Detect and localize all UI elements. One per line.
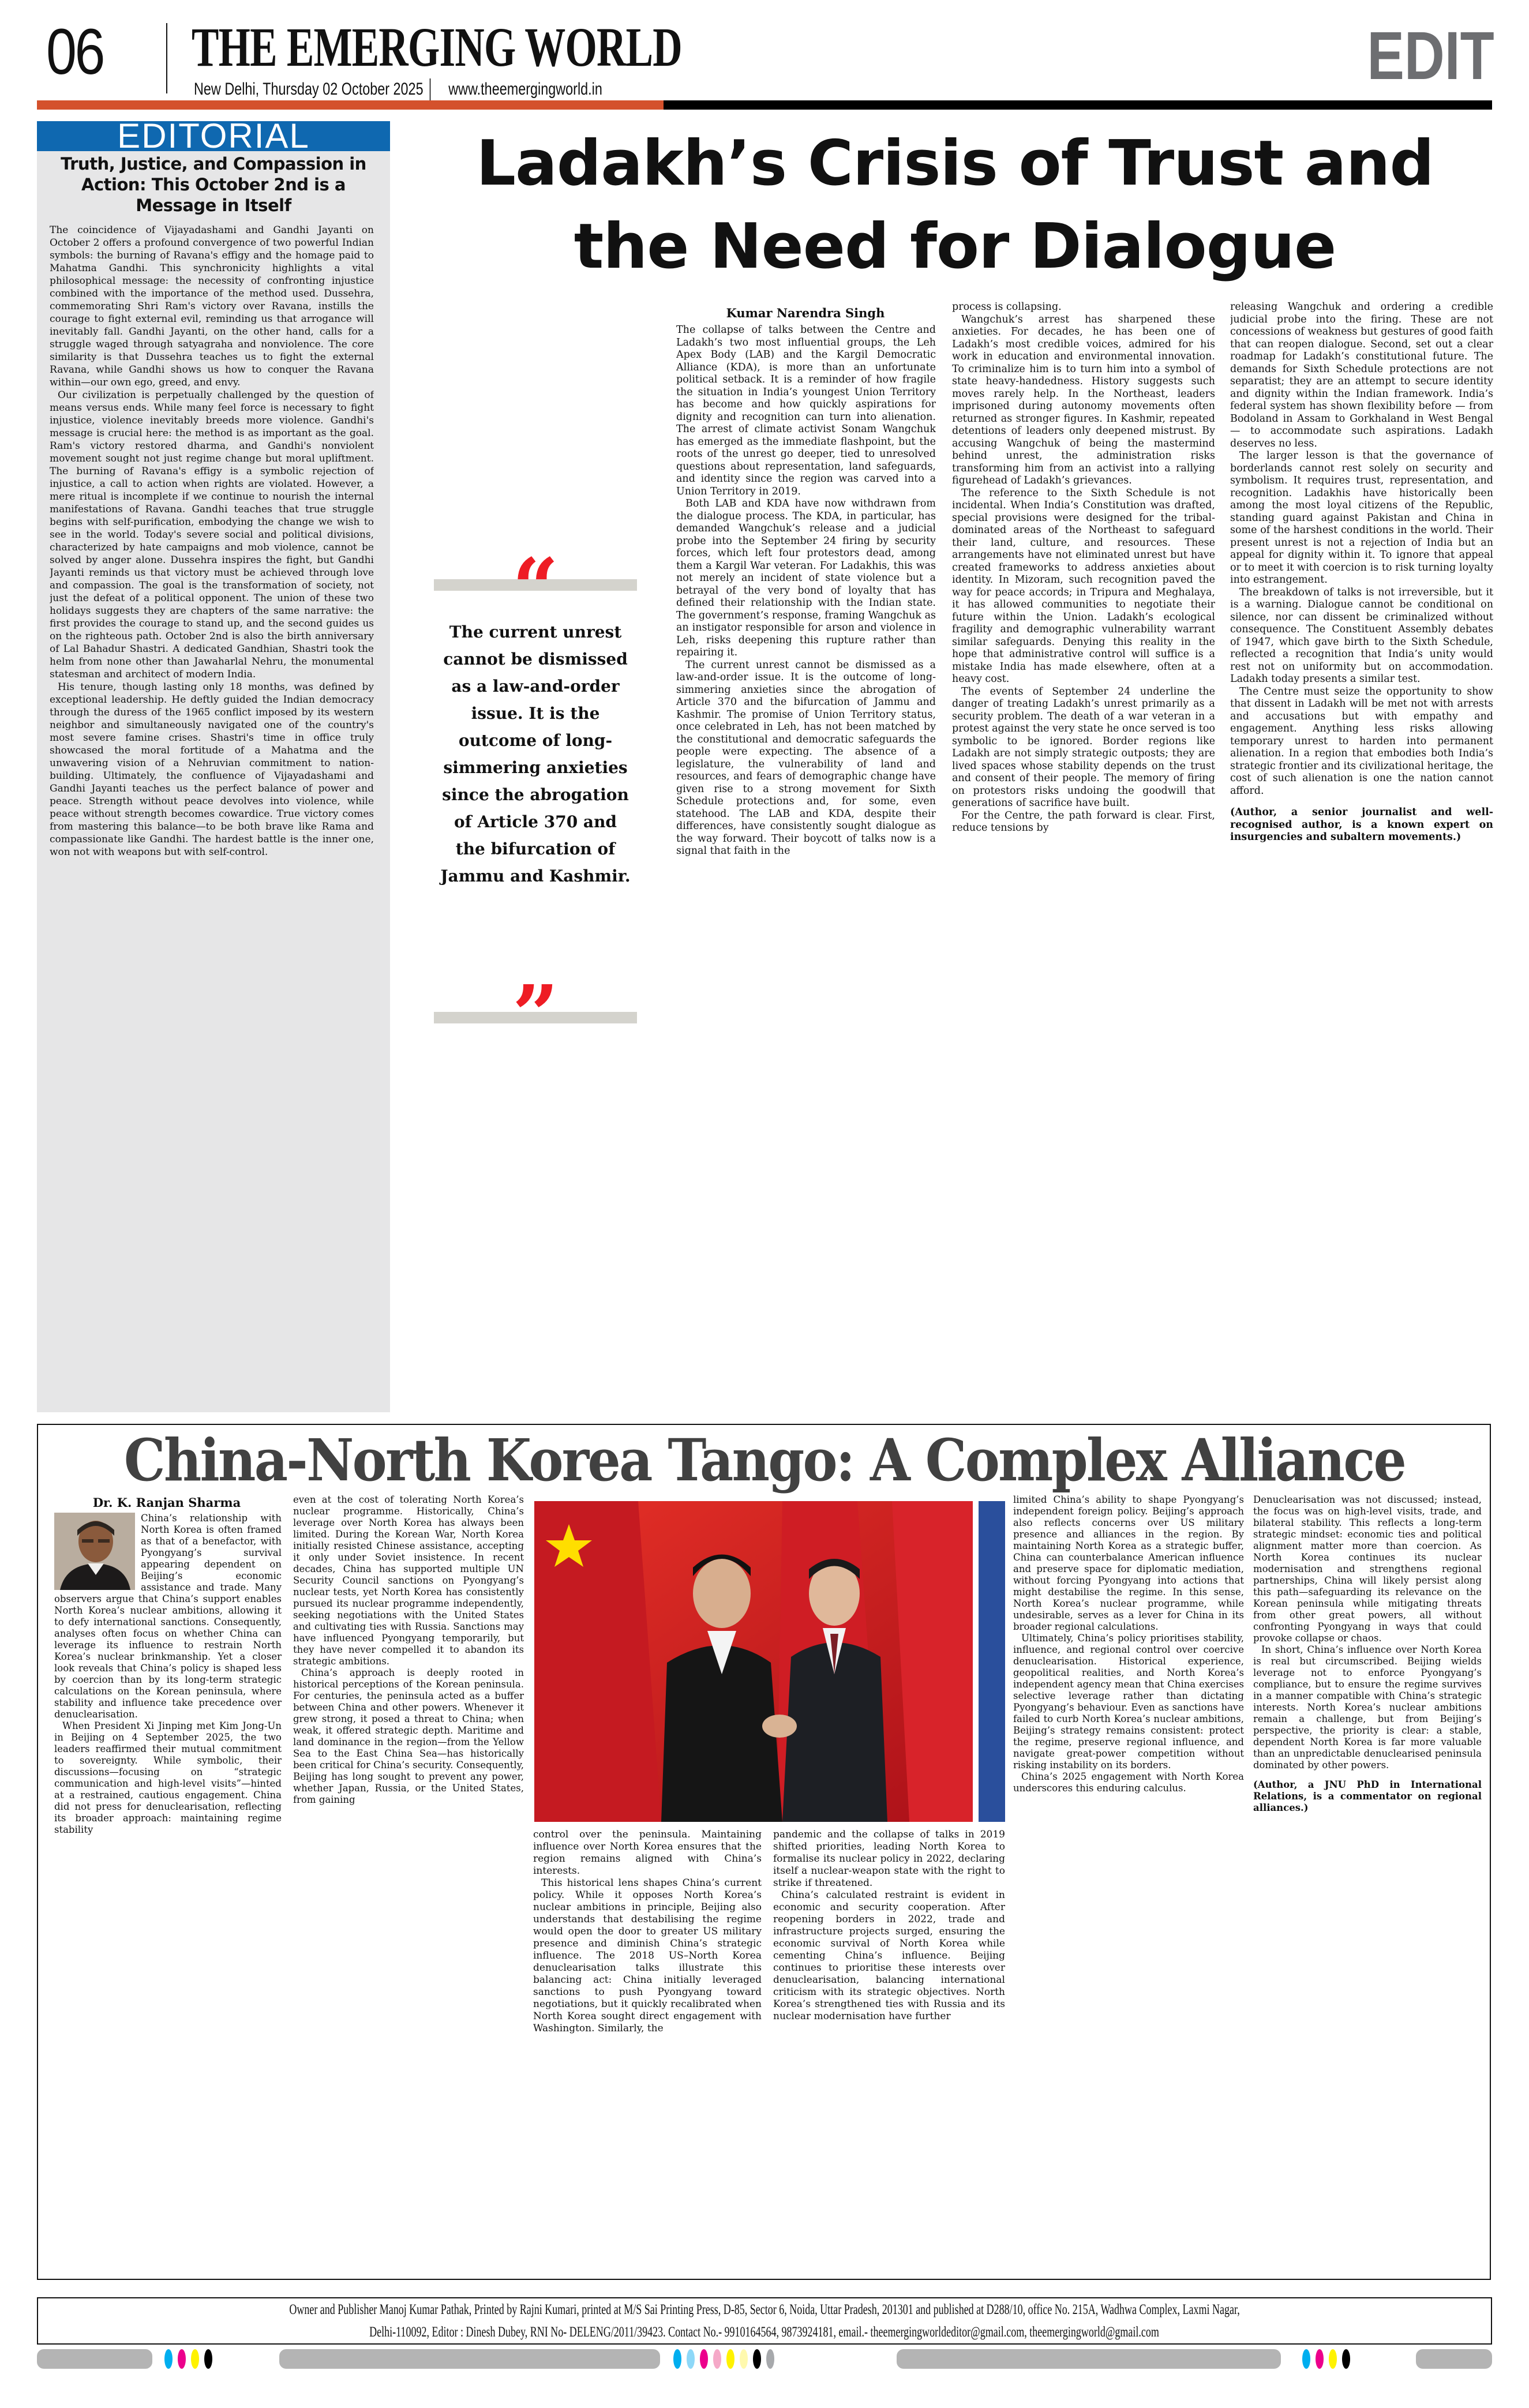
editorial-banner: EDITORIAL — [37, 121, 390, 151]
section-label: EDIT — [1367, 18, 1494, 94]
editorial-paragraph: Our civilization is perpetually challenged by the question of means versus ends. While many feel force is necessary to fight injustice, violence inevitably breeds more violence. Gandhi's message is crucial here: the method is as important as the goal. Ram's victory restored dharma, and Gandhi's nonviolent movement sought not just regime change but moral upliftment. The burning of Ravana's effigy is a symbolic rejection of injustice, a call to action when rights are violated. However, a mere ritual is incomplete if we continue to nourish the internal manifestations of Ravana. Gandhi teaches that true struggle begins with self-purification, embodying the change we wish to see in the world. Today's severe social and political divisions, characterized by hate campaigns and mob violence, cannot be solved by anger alone. Dussehra inspires the fight, but Gandhi Jayanti reminds us that victory must be achieved through love and compassion. The goal is the transformation of society, not just the defeat of a political opponent. The union of these two holidays suggests they are chapters of the same narrative: the first provides the courage to stand up, and the second guides us on the righteous path. October 2nd is also the birth anniversary of Lal Bahadur Shastri. A dedicated Gandhian, Shastri took the helm from none other than Jawaharlal Nehru, the monumental statesman and architect of modern India. — [50, 389, 374, 680]
registration-swatch — [164, 2349, 173, 2369]
second-column-1 — [54, 1513, 282, 2274]
second-paragraph: China’s calculated restraint is evident in economic and security cooperation. After reopening borders in 2022, trade and infrastructure projects surged, ensuring the economic survival of North Korea while cementing China’s influence. Beijing continues to prioritise these interests over denuclearisation, balancing international criticism with its strategic objectives. North Korea’s strengthened ties with Russia and its nuclear modernisation have further — [773, 1889, 1005, 2022]
website-link[interactable]: www.theemergingworld.in — [448, 80, 602, 99]
leaders-handshake-photo — [534, 1501, 1005, 1822]
lead-paragraph: releasing Wangchuk and ordering a credible judicial probe into the firing. These are not concessions of weakness but gestures of good faith that can reopen dialogue. Second, set out a clear roadmap for Ladakh’s constitutional future. The demands for Sixth Schedule protections are not separatist; they are an attempt to secure identity and dignity within the Indian framework. India’s federal system has shown flexibility before — from Bodoland in Assam to Gorkhaland in West Bengal — to accommodate such aspirations. Ladakh deserves no less. — [1230, 301, 1493, 449]
imprint-line-1: Owner and Publisher Manoj Kumar Pathak, Printed by Rajni Kumari, printed at M/S Sai Printing Press, D-85, Sector 6, Noida, Uttar Pradesh, 201301 and published at D288/10, office No. 215A, Wadhwa Complex, Laxmi Nagar, — [289, 2302, 1240, 2317]
second-column-4 — [773, 1829, 1005, 2274]
page-number: 06 — [46, 16, 104, 88]
lead-byline: Kumar Narendra Singh — [726, 306, 885, 320]
second-column-3 — [533, 1829, 762, 2274]
second-paragraph: In short, China’s influence over North Korea is real but circumscribed. Beijing wields leverage not to enforce Pyongyang’s compliance, but to ensure the regime survives in a manner compatible with China’s strategic interests. North Korea’s nuclear ambitions remain a challenge, but from Beijing’s perspective, the priority is clear: a stable, dependent North Korea is far more valuable than an unpredictable denuclearised peninsula dominated by other powers. — [1253, 1644, 1482, 1771]
editorial-paragraph: His tenure, though lasting only 18 months, was defined by exceptional leadership. He deftly guided the Indian democracy through the duress of the 1965 conflict imposed by its western neighbor and simultaneously navigated one of the country's most severe famine crises. Shastri's time in office truly showcased the moral fortitude of a Mahatma and the unwavering vision of a Nehruvian commitment to nation-building. Ultimately, the confluence of Vijayadashami and Gandhi Jayanti teaches us the perfect balance of power and peace. Strength without peace devolves into violence, while peace without strength becomes cowardice. True victory comes from mastering this balance—to be both brave like Rama and compassionate like Gandhi. The hardest battle is the inner one, won not with weapons but with self-control. — [50, 681, 374, 858]
second-paragraph: China’s approach is deeply rooted in historical perceptions of the Korean peninsula. For centuries, the peninsula acted as a buffer between China and other powers. Whenever it grew strong, it posed a threat to China; when weak, it offered strategic depth. Maritime and land dominance in the region—from the Yellow Sea to the East China Sea—has historically been critical for China’s security. Consequently, Beijing has long sought to prevent any power, whether Japan, Russia, or the United States, from gaining — [293, 1667, 524, 1805]
dateline: New Delhi, Thursday 02 October 2025 — [194, 80, 424, 99]
registration-swatch — [753, 2349, 761, 2369]
second-paragraph: China’s relationship with North Korea is often framed as that of a benefactor, with Pyongyang’s survival appearing dependent on Beijing’s economic assistance and trade. Many observers argue that China’s support enables North Korea’s nuclear ambitions, allowing it to defy international sanctions. Consequently, analyses often focus on whether China can leverage its influence to restrain North Korea’s nuclear brinkmanship. Yet a closer look reveals that China’s policy is shaped less by coercion than by its long-term strategic calculations on the Korean peninsula, where stability and influence take precedence over denuclearisation. — [54, 1513, 282, 1720]
registration-swatch — [726, 2349, 734, 2369]
second-column-5 — [1013, 1494, 1244, 2274]
registration-swatch — [687, 2349, 695, 2369]
colorbar-gray-block — [897, 2349, 1281, 2369]
masthead-rule-black — [664, 100, 1492, 110]
colorbar-gray-block — [279, 2349, 660, 2369]
second-paragraph: Denuclearisation was not discussed; instead, the focus was on high-level visits, trade, and bilateral stability. This reflects a long-term strategic mindset: economic ties and political alignment matter more than coercion. As North Korea continues its nuclear modernisation and strengthens regional partnerships, China will likely persist along this path—safeguarding its relevance on the Korean peninsula while mitigating threats from other great powers, all without confronting Pyongyang in ways that could provoke collapse or chaos. — [1253, 1494, 1482, 1644]
pull-quote-text: The current unrest cannot be dismissed as a law-and-order issue. It is the outcome of long-simmering anxieties since the abrogation of Article 370 and the bifurcation of Jammu and Kashmir. — [440, 622, 631, 886]
lead-paragraph: The reference to the Sixth Schedule is not incidental. When India’s Constitution was drafted, special provisions were designed for the tribal-dominated areas of the Northeast to safeguard their land, culture, and resources. These arrangements have not eliminated unrest but have created frameworks to address anxieties about identity. In Mizoram, such recognition paved the way for peace accords; in Tripura and Meghalaya, it has allowed communities to negotiate their future within the Union. Ladakh’s ecological fragility and demographic vulnerability warrant similar safeguards. Denying this reality in the hope that administrative control will suffice is a mistake India has made elsewhere, often at a heavy cost. — [952, 487, 1215, 685]
second-column-6 — [1253, 1494, 1482, 2274]
registration-swatch — [178, 2349, 186, 2369]
registration-swatch — [740, 2349, 748, 2369]
photo-wrap-spacer — [54, 1513, 141, 1593]
lead-paragraph: Wangchuk’s arrest has sharpened these anxieties. For decades, he has been one of Ladakh’s most credible voices, admired for his work in education and environmental innovation. To criminalize him is to turn him into a symbol of state heavy-handedness. History suggests such moves rarely help. In the Northeast, leaders imprisoned during autonomy movements often returned as stronger figures. In Kashmir, repeated detentions of leaders only deepened mistrust. By accusing Wangchuk of being the mastermind behind unrest, the administration risks transforming him from an activist into a rallying figurehead of Ladakh’s grievances. — [952, 313, 1215, 486]
masthead-divider — [166, 23, 167, 93]
registration-swatch — [1342, 2349, 1350, 2369]
registration-swatch — [204, 2349, 212, 2369]
second-paragraph: Ultimately, China’s policy prioritises stability, influence, and regional control over coercive denuclearisation. Historical experience, geopolitical realities, and North Korea’s independent agency mean that China exercises selective leverage rather than dictating Pyongyang’s behaviour. Even as sanctions have failed to curb North Korea’s nuclear ambitions, Beijing’s strategy remains consistent: protect the regime, preserve regional influence, and navigate great-power competition without risking instability on its borders. — [1013, 1633, 1244, 1771]
second-author-note: (Author, a JNU PhD in International Relations, is a commentator on regional alliances.) — [1253, 1779, 1482, 1813]
lead-paragraph: The events of September 24 underline the danger of treating Ladakh’s unrest primarily as a security problem. The death of a war veteran in a protest against the very state he once served is too symbolic to be ignored. Border regions like Ladakh are not simply strategic outposts; they are lived spaces whose stability depends on the trust and consent of their people. The memory of firing on protestors risks undoing the goodwill that generations of sacrifice have built. — [952, 685, 1215, 809]
editorial-paragraph: The coincidence of Vijayadashami and Gandhi Jayanti on October 2 offers a profound convergence of two powerful Indian symbols: the burning of Ravana's effigy and the homage paid to Mahatma Gandhi. This synchronicity highlights a vital philosophical message: the necessity of confronting injustice combined with the importance of the method used. Dussehra, commemorating Shri Ram's victory over Ravana, instills the courage to fight external evil, reminding us that arrogance will inevitably fall. Gandhi Jayanti, on the other hand, calls for a struggle waged through satyagraha and nonviolence. The core similarity is that Dussehra teaches us to fight the external Ravana, while Gandhi shows us how to conquer the Ravana within—our own ego, greed, and envy. — [50, 224, 374, 388]
lead-column-3 — [1230, 301, 1493, 1397]
editorial-headline: Truth, Justice, and Compassion in Action: This October 2nd is a Message in Itself — [61, 154, 366, 215]
lead-column-2 — [952, 301, 1215, 1397]
newspaper-title: THE EMERGING WORLD — [192, 16, 682, 78]
quote-open-icon: “ — [512, 554, 559, 612]
masthead-subline — [194, 78, 602, 100]
imprint-box — [37, 2297, 1492, 2345]
lead-paragraph: The breakdown of talks is not irreversible, but it is a warning. Dialogue cannot be conditional on silence, nor can dissent be criminalized without consequence. The Constituent Assembly debates of 1947, which gave birth to the Sixth Schedule, reflected a recognition that India’s unity would rest not on uniformity but on accommodation. Ladakh today presents a similar test. — [1230, 586, 1493, 685]
registration-swatch — [1316, 2349, 1324, 2369]
colorbar-gray-block — [37, 2349, 152, 2369]
lead-paragraph: Both LAB and KDA have now withdrawn from the dialogue process. The KDA, in particular, has demanded Wangchuk’s release and a judicial probe into the September 24 firing by security forces, which left four protestors dead, among them a Kargil War veteran. For Ladakhis, this was not merely an incident of state violence but a betrayal of the very bond of loyalty that has defined their relationship with the Indian state. The government’s response, framing Wangchuk as an instigator responsible for arson and violence in Leh, risks deepening this rupture rather than repairing it. — [676, 498, 936, 658]
lead-paragraph: The Centre must seize the opportunity to show that dissent in Ladakh will be met not with arrests and accusations but with empathy and engagement. Anything less risks allowing temporary unrest to harden into permanent alienation. In a region that embodies both India’s strategic frontier and its civilizational heritage, the cost of such alienation is one the nation cannot afford. — [1230, 685, 1493, 797]
registration-swatch — [191, 2349, 199, 2369]
second-paragraph: limited China’s ability to shape Pyongyang’s independent foreign policy. Beijing’s approach also reflects concerns over US military presence and alliances in the region. By maintaining North Korea as a strategic buffer, China can counterbalance American influence and preserve space for diplomatic mediation, without forcing Pyongyang into actions that might destabilise the regime. In this sense, North Korea’s nuclear programme, while undesirable, serves as a lever for China in its broader regional calculations. — [1013, 1494, 1244, 1632]
second-story-headline: China-North Korea Tango: A Complex Alliance — [123, 1426, 1406, 1494]
pull-quote — [434, 554, 639, 1038]
lead-paragraph: The larger lesson is that the governance of borderlands cannot rest solely on security and symbolism. It requires trust, representation, and recognition. Ladakhis have historically been among the most loyal citizens of the Republic, standing guard against Pakistan and China in some of the harshest conditions in the world. Their present unrest is not a rejection of India but an appeal for dignity within it. To ignore that appeal or to meet it with coercion is to risk turning loyalty into estrangement. — [1230, 450, 1493, 586]
registration-swatch — [1302, 2349, 1310, 2369]
registration-color-bar — [37, 2349, 1492, 2369]
second-paragraph: China’s 2025 engagement with North Korea underscores this enduring calculus. — [1013, 1771, 1244, 1794]
lead-column-1 — [676, 324, 936, 1397]
registration-swatch — [713, 2349, 721, 2369]
second-paragraph: When President Xi Jinping met Kim Jong-Un in Beijing on 4 September 2025, the two leaders reaffirmed their mutual commitment to sovereignty. While symbolic, their discussions—focusing on “strategic communication and high-level visits”—hinted at a restrained, cautious engagement. China did not press for denuclearisation, reflecting its broader approach: maintaining regime stability — [54, 1720, 282, 1835]
second-paragraph: even at the cost of tolerating North Korea’s nuclear programme. Historically, China’s leverage over North Korea has always been limited. During the Korean War, North Korea initially resisted Chinese assistance, accepting it only under Soviet insistence. In recent decades, China has supported multiple UN Security Council sanctions on Pyongyang’s nuclear tests, yet North Korea has consistently pursued its nuclear programme independently, seeking negotiations with the United States and cultivating ties with Russia. Sanctions may have influenced Pyongyang temporarily, but they have never compelled it to abandon its strategic ambitions. — [293, 1494, 524, 1667]
lead-paragraph: The collapse of talks between the Centre and Ladakh’s two most influential groups, the Leh Apex Body (LAB) and the Kargil Democratic Alliance (KDA), is more than an unfortunate political setback. It is a reminder of how fragile the situation in India’s youngest Union Territory has become and how quickly aspirations for dignity and recognition can turn into alienation. The arrest of climate activist Sonam Wangchuk has emerged as the immediate flashpoint, but the roots of the unrest go deeper, tied to unresolved questions about representation, land safeguards, and identity since the region was carved into a Union Territory in 2019. — [676, 324, 936, 497]
second-column-2 — [293, 1494, 524, 2274]
colorbar-gray-block — [1416, 2349, 1492, 2369]
second-paragraph: pandemic and the collapse of talks in 2019 shifted priorities, leading North Korea to formalise its nuclear policy in 2022, declaring itself a nuclear-weapon state with the right to strike if threatened. — [773, 1829, 1005, 1889]
registration-swatch — [700, 2349, 708, 2369]
registration-swatch — [766, 2349, 774, 2369]
second-byline: Dr. K. Ranjan Sharma — [92, 1495, 241, 1510]
quote-close-icon: ” — [512, 981, 559, 1038]
imprint-line-2: Delhi-110092, Editor : Dinesh Dubey, RNI No- DELENG/2011/39423. Contact No.- 9910164564, 9873924181, email.- theemergingworldeditor@gmail.com, theemergingworld@gmail.com — [369, 2324, 1160, 2340]
lead-paragraph: For the Centre, the path forward is clear. First, reduce tensions by — [952, 809, 1215, 834]
editorial-body — [50, 224, 374, 1406]
dateline-divider — [430, 78, 431, 100]
second-paragraph: This historical lens shapes China’s current policy. While it opposes North Korea’s nuclear ambitions in principle, Beijing also understands that destabilising the regime would open the door to greater US military presence and diminish China’s strategic influence. The 2018 US–North Korea denuclearisation talks illustrate this balancing act: China initially leveraged sanctions to push Pyongyang toward negotiations, but it quickly recalibrated when North Korea sought direct engagement with Washington. Similarly, the — [533, 1877, 762, 2034]
lead-paragraph: process is collapsing. — [952, 301, 1062, 313]
lead-paragraph: The current unrest cannot be dismissed as a law-and-order issue. It is the outcome of long-simmering anxieties since the abrogation of Article 370 and the bifurcation of Jammu and Kashmir. The promise of Union Territory status, once celebrated in Leh, has not been matched by the constitutional and democratic safeguards the people were expecting. The absence of a legislature, the vulnerability of land and resources, and fears of demographic change have given rise to a strong movement for Sixth Schedule protections and, for some, even statehood. The LAB and KDA, despite their differences, have consistently sought dialogue as the way forward. Their boycott of talks now is a signal that faith in the — [676, 659, 936, 857]
masthead-rule-orange — [37, 100, 664, 110]
lead-headline: Ladakh’s Crisis of Trust and the Need for Dialogue — [476, 127, 1434, 283]
registration-swatch — [1329, 2349, 1337, 2369]
second-paragraph: control over the peninsula. Maintaining influence over North Korea ensures that the region remains aligned with China’s interests. — [533, 1829, 762, 1877]
registration-swatch — [673, 2349, 681, 2369]
handshake-photo-icon — [534, 1501, 1005, 1822]
lead-author-note: (Author, a senior journalist and well-recognised author, is a known expert on insurgencies and subaltern movements.) — [1230, 807, 1493, 843]
